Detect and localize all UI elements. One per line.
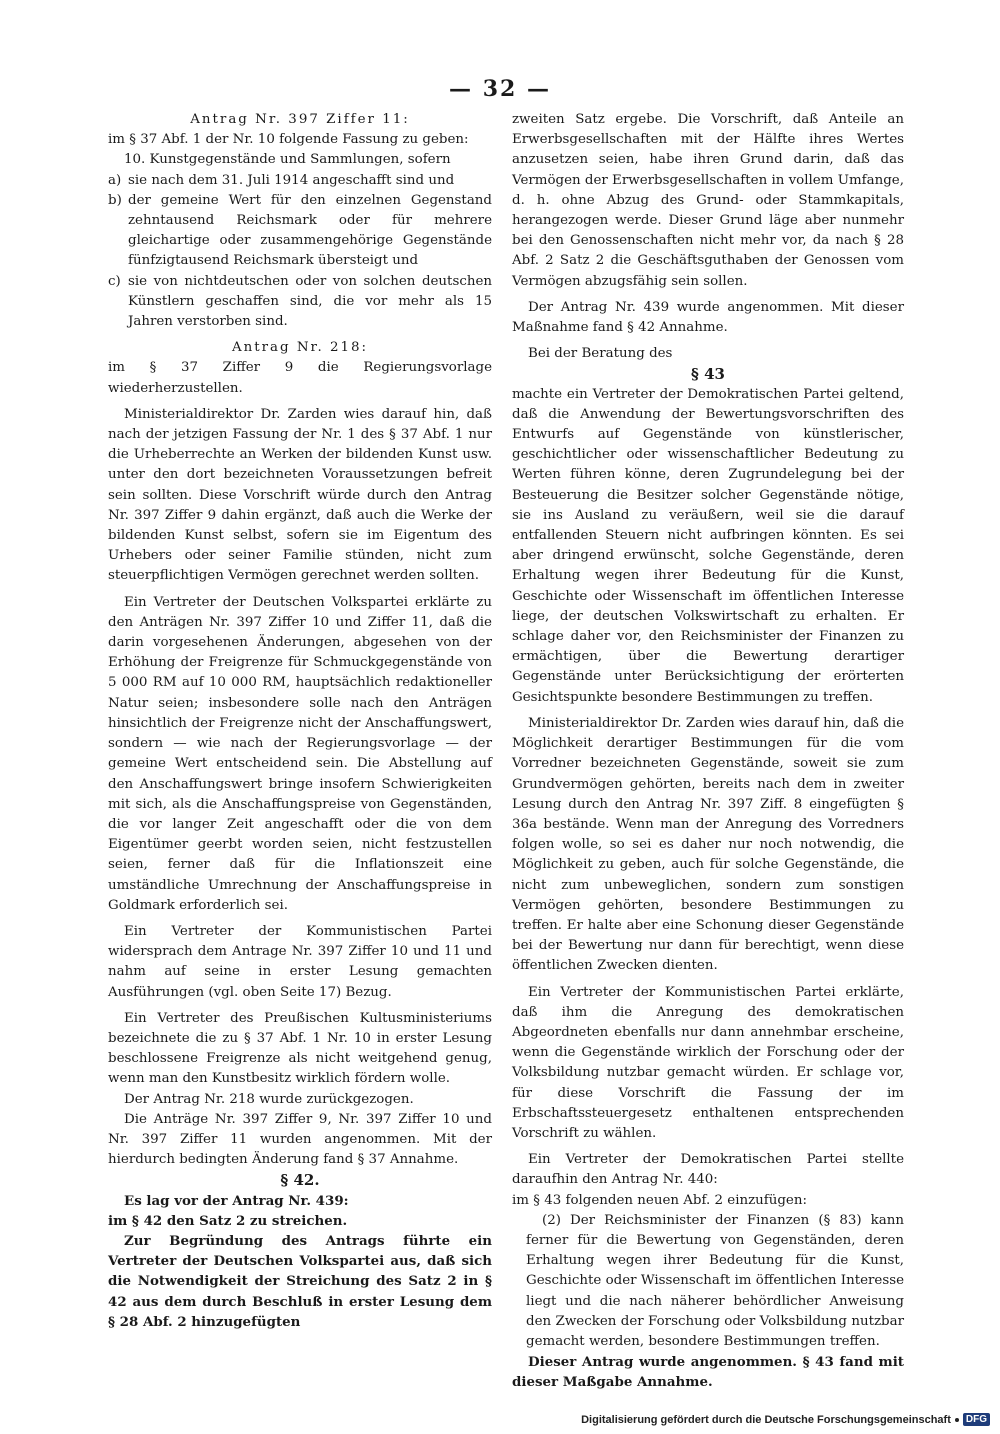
- digitization-credit: [581, 1413, 990, 1426]
- paragraph: im § 42 den Satz 2 zu streichen.: [108, 1212, 348, 1229]
- left-column: [108, 110, 492, 1332]
- credit-text: Digitalisierung gefördert durch die Deutsche Forschungsgemeinschaft: [581, 1413, 951, 1426]
- list-item-label: a): [108, 172, 122, 188]
- paragraph: 10. Kunstgegenstände und Sammlungen, sofern: [124, 152, 451, 168]
- list-item: [108, 171, 492, 191]
- right-column: [512, 110, 904, 1393]
- paragraph: Zur Begründung des Antrags führte ein Vertreter der Deutschen Volkspartei aus, daß sich die Notwendigkeit der Streichung des Satz 2 in § 42 aus dem durch Beschluß in erster Lesung dem § 28 Abf. 2 hinzugefügten: [108, 1232, 492, 1330]
- paragraph: im § 43 folgenden neuen Abf. 2 einzufügen:: [512, 1192, 807, 1208]
- list-item-text: der gemeine Wert für den einzelnen Gegenstand zehntausend Reichsmark oder für mehrere gleichartige oder zusammengehörige Gegenstände fünfzigtausend Reichsmark übersteigt und: [128, 192, 492, 269]
- paragraph: Ein Vertreter der Demokratischen Partei stellte daraufhin den Antrag Nr. 440:: [512, 1152, 904, 1188]
- paragraph: Der Antrag Nr. 439 wurde angenommen. Mit dieser Maßnahme fand § 42 Annahme.: [512, 299, 904, 336]
- paragraph: im § 37 Abf. 1 der Nr. 10 folgende Fassung zu geben:: [108, 132, 469, 148]
- separator-dot-icon: [955, 1418, 959, 1422]
- paragraph: Ein Vertreter der Deutschen Volkspartei erklärte zu den Anträgen Nr. 397 Ziffer 10 und Ziffer 11, daß die darin vorgesehenen Änderungen, abgesehen von der Erhöhung der Freigrenze für Schmuckgegenstände von 5 000 RM auf 10 000 RM, hauptsächlich redaktioneller Natur seien; insbesondere solle nach den Anträgen hinsichtlich der Freigrenze nicht der Anschaffungswert, sondern — wie nach der Regierungsvorlage — der gemeine Wert entscheidend sein. Die Abstellung auf den Anschaffungswert bringe insofern Schwierigkeiten mit sich, als die Anschaffungspreise von Gegenständen, die vor langer Zeit angeschafft oder die von dem Eigentümer geerbt worden seien, nicht festzustellen seien, ferner daß für die Inflationszeit eine umständliche Umrechnung der Anschaffungspreise in Goldmark erforderlich sei.: [108, 594, 492, 913]
- list-item-label: b): [108, 192, 122, 208]
- paragraph: Die Anträge Nr. 397 Ziffer 9, Nr. 397 Ziffer 10 und Nr. 397 Ziffer 11 wurden angenommen. Mit der hierdurch bedingten Änderung fand § 37 Annahme.: [108, 1111, 492, 1168]
- paragraph: Der Antrag Nr. 218 wurde zurückgezogen.: [124, 1091, 414, 1107]
- list-item: [108, 272, 492, 333]
- paragraph: Ministerialdirektor Dr. Zarden wies darauf hin, daß nach der jetzigen Fassung der Nr. 1 des § 37 Abf. 1 nur die Urheberrechte an Werken der bildenden Kunst usw. unter den dort bezeichneten Voraussetzungen befreit sein sollten. Diese Vorschrift würde durch den Antrag Nr. 397 Ziffer 9 dahin ergänzt, daß auch die Werke der bildenden Kunst selbst, sofern sie im Eigentum des Urhebers oder seiner Familie stünden, nicht zum steuerpflichtigen Vermögen gerechnet werden sollten.: [108, 406, 492, 584]
- motion-heading: Antrag Nr. 218:: [231, 340, 369, 356]
- dfg-logo: DFG: [963, 1413, 990, 1426]
- paragraph: Ein Vertreter des Preußischen Kultusministeriums bezeichnete die zu § 37 Abf. 1 Nr. 10 in erster Lesung beschlossene Freigrenze als nicht weitgehend genug, wenn man den Kunstbesitz wirklich fördern wolle.: [108, 1010, 492, 1087]
- list-item-text: sie von nichtdeutschen oder von solchen deutschen Künstlern geschaffen sind, die vor mehr als 15 Jahren verstorben sind.: [128, 273, 492, 330]
- section-heading: § 43: [691, 365, 725, 384]
- quoted-paragraph: (2) Der Reichsminister der Finanzen (§ 83) kann ferner für die Bewertung von Gegenständen, deren Erhaltung wegen ihrer Bedeutung für die Kunst, Geschichte oder Wissenschaft im öffentlichen Interesse liegt und die nach näherer behördlicher Anweisung den Zwecken der Forschung oder Volksbildung nutzbar gemacht werden, besondere Bestimmungen treffen.: [526, 1212, 904, 1349]
- motion-heading: Antrag Nr. 397 Ziffer 11:: [190, 112, 410, 127]
- list-item-label: c): [108, 273, 121, 289]
- list-item: [108, 191, 492, 272]
- paragraph: Es lag vor der Antrag Nr. 439:: [124, 1192, 349, 1209]
- list-item-text: sie nach dem 31. Juli 1914 angeschafft sind und: [128, 172, 455, 188]
- item-list: [108, 171, 492, 333]
- section-heading: § 42.: [280, 1171, 320, 1190]
- paragraph: Ein Vertreter der Kommunistischen Partei widersprach dem Antrage Nr. 397 Ziffer 10 und 11 und nahm auf seine in erster Lesung gemachten Ausführungen (vgl. oben Seite 17) Bezug.: [108, 923, 492, 1000]
- paragraph: Dieser Antrag wurde angenommen. § 43 fand mit dieser Maßgabe Annahme.: [512, 1354, 904, 1391]
- paragraph: zweiten Satz ergebe. Die Vorschrift, daß Anteile an Erwerbsgesellschaften mit der Hälfte ihres Wertes anzusetzen seien, habe ihren Grund darin, daß das Vermögen der Erwerbsgesellschaften in vollem Umfange, d. h. ohne Abzug des Grund- oder Stammkapitals, herangezogen werde. Dieser Grund läge aber nunmehr bei den Genossenschaften nicht mehr vor, da nach § 28 Abf. 2 Satz 2 die Geschäftsguthaben der Genossen vom Vermögen abzugsfähig sein sollen.: [512, 112, 904, 289]
- paragraph: Ein Vertreter der Kommunistischen Partei erklärte, daß ihm die Anregung des demokratischen Abgeordneten ebenfalls nur dann annehmbar erscheine, wenn die Gegenstände wirklich der Forschung oder der Volksbildung nutzbar gemacht würden. Er schlage vor, für diese Vorschrift die Fassung der im Erbschaftssteuergesetz enthaltenen entsprechenden Vorschrift zu wählen.: [512, 984, 904, 1141]
- paragraph: Ministerialdirektor Dr. Zarden wies darauf hin, daß die Möglichkeit derartiger Bestimmungen für die vom Vorredner bezeichneten Gegenstände, soweit sie zum Grundvermögen gehörten, bereits nach dem in zweiter Lesung durch den Antrag Nr. 397 Ziff. 8 eingefügten § 36a bestände. Wenn man der Anregung des Vorredners folgen wolle, so sei es daher nur noch notwendig, die Möglichkeit zu geben, auch für solche Gegenstände, die nicht zum unbeweglichen, sondern zum sonstigen Vermögen gehörten, besondere Bestimmungen zu treffen. Er halte aber eine Schonung dieser Gegenstände bei der Bewertung nur dann für berechtigt, wenn diese öffentlichen Zwecken dienten.: [512, 715, 904, 974]
- paragraph: machte ein Vertreter der Demokratischen Partei geltend, daß die Anwendung der Bewertungsvorschriften des Entwurfs auf Gegenstände von künstlerischer, geschichtlicher oder wissenschaftlicher Bedeutung zu Werten führen könne, deren Zugrundelegung bei der Besteuerung die Besitzer solcher Gegenstände nötige, sie ins Ausland zu veräußern, weil sie die darauf entfallenden Steuern nicht aufbringen könnten. Es sei aber dringend erwünscht, solche Gegenstände, deren Erhaltung wegen ihrer Bedeutung für die Kunst, Geschichte oder Wissenschaft im öffentlichen Interesse liege, der deutschen Volkswirtschaft zu erhalten. Er schlage daher vor, den Reichsminister der Finanzen zu ermächtigen, über die Bewertung derartiger Gegenstände unter Berücksichtigung der erörterten Gesichtspunkte besondere Bestimmungen zu treffen.: [512, 386, 904, 705]
- page-number: — 32 —: [449, 76, 551, 102]
- paragraph: Bei der Beratung des: [528, 346, 673, 362]
- paragraph: im § 37 Ziffer 9 die Regierungsvorlage wiederherzustellen.: [108, 360, 492, 396]
